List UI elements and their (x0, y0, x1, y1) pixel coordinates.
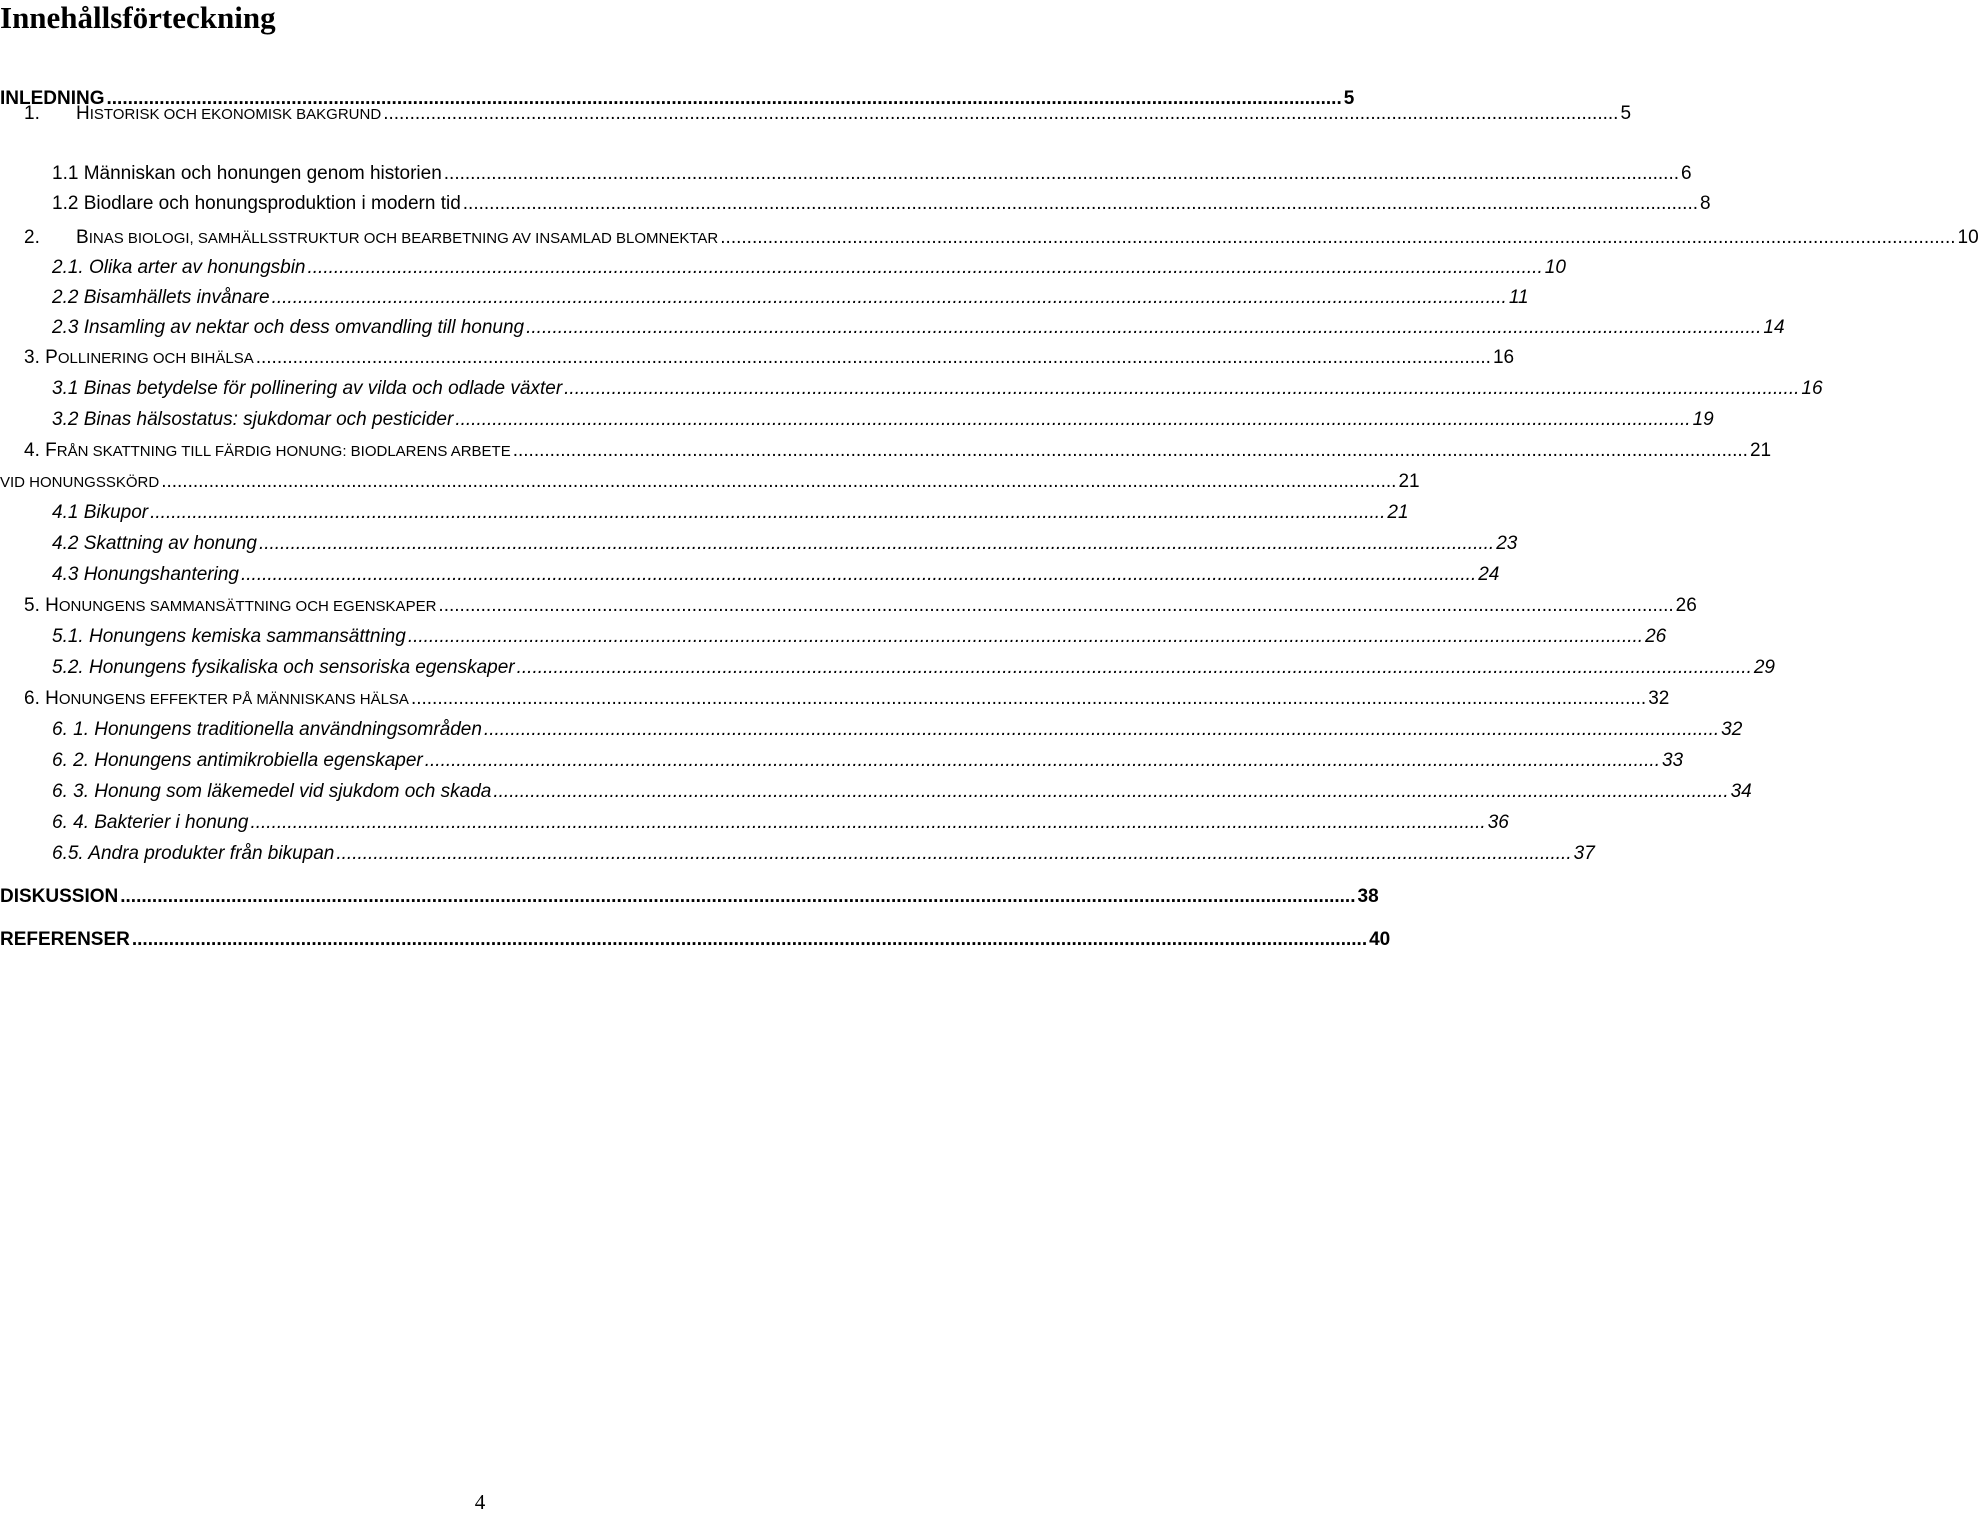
dot-leader: .......................................................................................................................................................................................................................................... (512, 440, 1748, 461)
toc-entry-label: 3.2 Binas hälsostatus: sjukdomar och pesticider (52, 409, 454, 430)
dot-leader: .......................................................................................................................................................................................................................................... (720, 227, 1956, 248)
toc-entry-number: 2. (24, 227, 40, 248)
toc-entry-diskussion[interactable] (0, 884, 1379, 910)
toc-entry-page: 26 (1675, 595, 1697, 616)
toc-entry-page: 5 (1620, 103, 1632, 124)
toc-entry-label: 5.2. Honungens fysikaliska och sensoriska egenskaper (52, 657, 515, 678)
dot-leader: .......................................................................................................................................................................................................................................... (336, 843, 1572, 864)
toc-entry-label: VID HONUNGSSKÖRD (0, 474, 160, 491)
dot-leader: .......................................................................................................................................................................................................................................... (258, 533, 1495, 554)
toc-entry-section-6-2[interactable] (52, 748, 1684, 774)
toc-entry-section-5-1[interactable] (52, 624, 1667, 650)
toc-entry-page: 26 (1645, 626, 1667, 647)
page-number: 4 (474, 1490, 486, 1514)
toc-entry-label: REFERENSER (0, 929, 130, 950)
dot-leader: .......................................................................................................................................................................................................................................... (564, 378, 1800, 399)
toc-entry-section-6-3[interactable] (52, 779, 1752, 805)
toc-entry-label: 6. 1. Honungens traditionella användningsområden (52, 719, 482, 740)
toc-entry-chapter-3[interactable] (24, 345, 1515, 371)
toc-entry-label: INLEDNING (0, 88, 105, 109)
toc-entry-page: 38 (1357, 886, 1379, 907)
toc-entry-chapter-4-cont[interactable] (0, 469, 1420, 495)
toc-entry-page: 32 (1648, 688, 1670, 709)
toc-entry-page: 32 (1721, 719, 1743, 740)
toc-entry-page: 21 (1387, 502, 1409, 523)
toc-entry-section-2-3[interactable] (52, 315, 1785, 341)
dot-leader: .......................................................................................................................................................................................................................................... (255, 347, 1491, 368)
toc-entry-page: 6 (1681, 163, 1692, 184)
toc-entry-page: 8 (1700, 193, 1711, 214)
dot-leader: .......................................................................................................................................................................................................................................... (443, 163, 1680, 184)
toc-entry-page: 23 (1496, 533, 1518, 554)
toc-entry-label: 2.3 Insamling av nektar och dess omvandling till honung (52, 317, 525, 338)
dot-leader: .......................................................................................................................................................................................................................................... (455, 409, 1691, 430)
dot-leader: .......................................................................................................................................................................................................................................... (407, 626, 1644, 647)
toc-entry-chapter-5[interactable] (24, 593, 1697, 619)
toc-entry-page: 24 (1478, 564, 1500, 585)
toc-entry-number: 1. (24, 103, 40, 124)
dot-leader: .......................................................................................................................................................................................................................................... (483, 719, 1720, 740)
dot-leader: .......................................................................................................................................................................................................................................... (493, 781, 1729, 802)
toc-entry-page: 40 (1369, 929, 1391, 950)
dot-leader: .......................................................................................................................................................................................................................................... (240, 564, 1477, 585)
toc-entry-label: 1.1 Människan och honungen genom historien (52, 163, 442, 184)
dot-leader: .......................................................................................................................................................................................................................................... (120, 886, 1356, 907)
dot-leader: .......................................................................................................................................................................................................................................... (161, 471, 1397, 492)
toc-entry-section-3-1[interactable] (52, 376, 1823, 402)
toc-entry-label: 4.3 Honungshantering (52, 564, 239, 585)
toc-entry-page: 36 (1487, 812, 1509, 833)
dot-leader: .......................................................................................................................................................................................................................................... (250, 812, 1486, 833)
dot-leader: .......................................................................................................................................................................................................................................... (271, 287, 1507, 308)
dot-leader: .......................................................................................................................................................................................................................................... (383, 103, 1619, 124)
toc-entry-section-6-5[interactable] (52, 841, 1595, 867)
dot-leader: .......................................................................................................................................................................................................................................... (410, 688, 1647, 709)
toc-entry-label: 1.2 Biodlare och honungsproduktion i modern tid (52, 193, 461, 214)
toc-entry-page: 19 (1692, 409, 1714, 430)
toc-entry-page: 16 (1492, 347, 1515, 368)
toc-entry-label: 6. HONUNGENS EFFEKTER PÅ MÄNNISKANS HÄLSA (24, 688, 409, 709)
toc-entry-label: HISTORISK OCH EKONOMISK BAKGRUND (76, 103, 382, 124)
toc-entry-label: 6.5. Andra produkter från bikupan (52, 843, 335, 864)
toc-entry-page: 10 (1957, 227, 1979, 248)
toc-entry-page: 33 (1661, 750, 1684, 771)
toc-entry-page: 10 (1544, 257, 1566, 278)
toc-entry-chapter-4[interactable] (24, 438, 1772, 464)
toc-entry-section-2-2[interactable] (52, 285, 1529, 311)
toc-entry-label: 6. 3. Honung som läkemedel vid sjukdom och skada (52, 781, 492, 802)
toc-entry-section-6-4[interactable] (52, 810, 1509, 836)
toc-entry-section-1-2[interactable] (52, 191, 1711, 217)
toc-entry-label: 2.1. Olika arter av honungsbin (52, 257, 306, 278)
toc-entry-page: 21 (1749, 440, 1772, 461)
toc-entry-label: 6. 2. Honungens antimikrobiella egenskaper (52, 750, 423, 771)
page-title: Innehållsförteckning (0, 0, 276, 35)
toc-entry-page: 5 (1343, 88, 1355, 109)
toc-entry-page: 11 (1508, 287, 1529, 308)
toc-entry-label: 2.2 Bisamhällets invånare (52, 287, 270, 308)
toc-entry-page: 14 (1763, 317, 1785, 338)
toc-entry-referenser[interactable] (0, 927, 1391, 953)
toc-entry-label: 5. HONUNGENS SAMMANSÄTTNING OCH EGENSKAPER (24, 595, 437, 616)
toc-entry-section-1-1[interactable] (52, 161, 1692, 187)
toc-entry-label: 3.1 Binas betydelse för pollinering av vilda och odlade växter (52, 378, 563, 399)
toc-entry-label: 5.1. Honungens kemiska sammansättning (52, 626, 406, 647)
toc-entry-page: 21 (1398, 471, 1420, 492)
toc-entry-section-2-1[interactable] (52, 255, 1566, 281)
toc-entry-chapter-2[interactable] (24, 225, 1979, 251)
toc-entry-section-5-2[interactable] (52, 655, 1775, 681)
dot-leader: .......................................................................................................................................................................................................................................... (131, 929, 1368, 950)
dot-leader: .......................................................................................................................................................................................................................................... (106, 88, 1342, 109)
toc-entry-section-6-1[interactable] (52, 717, 1743, 743)
toc-entry-section-4-1[interactable] (52, 500, 1409, 526)
toc-entry-label: BINAS BIOLOGI, SAMHÄLLSSTRUKTUR OCH BEARBETNING AV INSAMLAD BLOMNEKTAR (76, 227, 719, 248)
toc-entry-label: 4.1 Bikupor (52, 502, 149, 523)
toc-entry-page: 16 (1801, 378, 1823, 399)
toc-entry-page: 29 (1753, 657, 1775, 678)
dot-leader: .......................................................................................................................................................................................................................................... (462, 193, 1699, 214)
toc-entry-label: 3. POLLINERING OCH BIHÄLSA (24, 347, 254, 368)
toc-entry-chapter-6[interactable] (24, 686, 1670, 712)
dot-leader: .......................................................................................................................................................................................................................................... (424, 750, 1660, 771)
toc-entry-label: 6. 4. Bakterier i honung (52, 812, 249, 833)
toc-entry-label: DISKUSSION (0, 886, 119, 907)
toc-entry-section-4-3[interactable] (52, 562, 1500, 588)
dot-leader: .......................................................................................................................................................................................................................................... (516, 657, 1752, 678)
dot-leader: .......................................................................................................................................................................................................................................... (150, 502, 1386, 523)
toc-entry-label: 4.2 Skattning av honung (52, 533, 257, 554)
dot-leader: .......................................................................................................................................................................................................................................... (438, 595, 1674, 616)
toc-entry-chapter-1[interactable] (24, 101, 1632, 127)
dot-leader: .......................................................................................................................................................................................................................................... (526, 317, 1762, 338)
toc-entry-section-3-2[interactable] (52, 407, 1714, 433)
dot-leader: .......................................................................................................................................................................................................................................... (307, 257, 1543, 278)
toc-entry-label: 4. FRÅN SKATTNING TILL FÄRDIG HONUNG: BIODLARENS ARBETE (24, 440, 511, 461)
toc-entry-page: 37 (1573, 843, 1595, 864)
toc-entry-section-4-2[interactable] (52, 531, 1518, 557)
toc-entry-page: 34 (1730, 781, 1752, 802)
